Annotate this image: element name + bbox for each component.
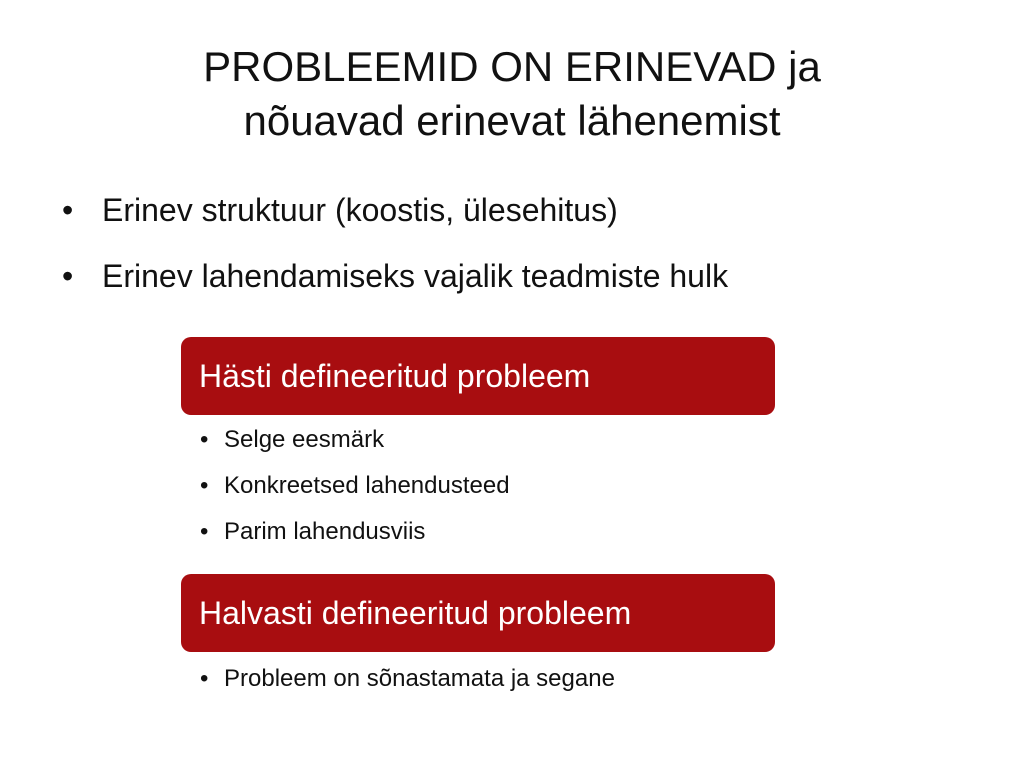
bullet-dot-icon: • bbox=[200, 518, 209, 545]
main-bullet-item bbox=[62, 190, 982, 230]
bullet-dot-icon: • bbox=[62, 192, 74, 228]
main-bullet-text: Erinev lahendamiseks vajalik teadmiste hulk bbox=[102, 258, 729, 294]
well-defined-problem-list bbox=[200, 425, 760, 563]
well-defined-problem-box bbox=[181, 337, 775, 415]
bullet-dot-icon: • bbox=[200, 472, 209, 499]
sub-bullet-item bbox=[200, 517, 760, 547]
main-bullet-text: Erinev struktuur (koostis, ülesehitus) bbox=[102, 192, 618, 228]
sub-bullet-item bbox=[200, 471, 760, 501]
main-bullet-list bbox=[62, 190, 982, 322]
ill-defined-problem-list bbox=[200, 664, 760, 710]
ill-defined-problem-box bbox=[181, 574, 775, 652]
sub-bullet-text: Selge eesmärk bbox=[224, 426, 385, 453]
box-label: Halvasti defineeritud probleem bbox=[199, 594, 632, 631]
bullet-dot-icon: • bbox=[62, 258, 74, 294]
sub-bullet-item bbox=[200, 664, 760, 694]
box-label: Hästi defineeritud probleem bbox=[199, 357, 591, 394]
bullet-dot-icon: • bbox=[200, 665, 209, 692]
sub-bullet-text: Konkreetsed lahendusteed bbox=[224, 472, 510, 499]
sub-bullet-item bbox=[200, 425, 760, 455]
slide-title bbox=[60, 40, 964, 148]
sub-bullet-text: Parim lahendusviis bbox=[224, 518, 426, 545]
title-line-1: PROBLEEMID ON ERINEVAD ja bbox=[203, 43, 821, 90]
title-line-2: nõuavad erinevat lähenemist bbox=[243, 97, 781, 144]
main-bullet-item bbox=[62, 256, 982, 296]
bullet-dot-icon: • bbox=[200, 426, 209, 453]
sub-bullet-text: Probleem on sõnastamata ja segane bbox=[224, 665, 615, 692]
